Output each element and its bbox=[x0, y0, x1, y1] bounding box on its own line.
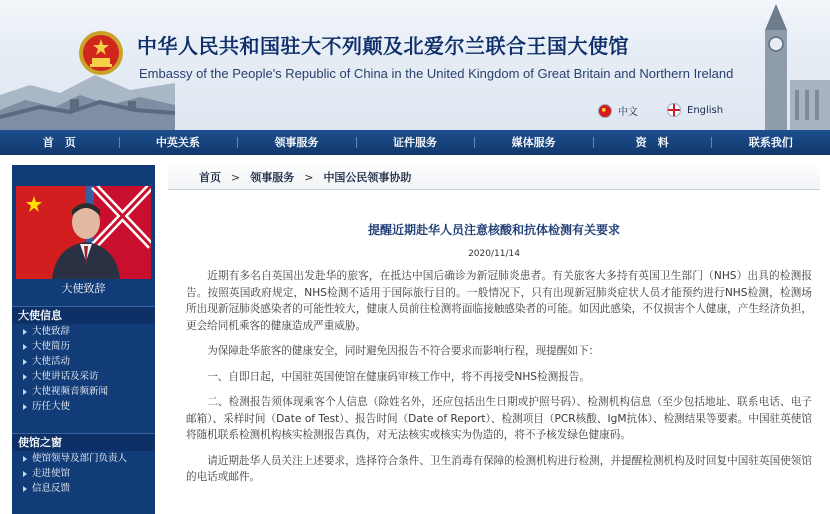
breadcrumb bbox=[168, 165, 820, 190]
sidebar-item-ambassador-media[interactable]: 大使视频音频新闻 bbox=[12, 384, 155, 399]
sidebar-section-title: 大使信息 bbox=[12, 306, 155, 324]
sidebar bbox=[12, 165, 155, 514]
national-emblem-icon bbox=[78, 30, 124, 76]
ambassador-portrait[interactable] bbox=[16, 186, 151, 279]
article-paragraph: 请近期赴华人员关注上述要求，选择符合条件、卫生消毒有保障的检测机构进行检测，并提醒检测机构及时回复中国驻英国使领馆的电话或邮件。 bbox=[186, 454, 812, 483]
main-content bbox=[168, 165, 820, 514]
breadcrumb-consular-services[interactable]: 领事服务 bbox=[250, 171, 295, 184]
nav-resources[interactable]: 资 料 bbox=[593, 130, 712, 155]
nav-document-services[interactable]: 证件服务 bbox=[356, 130, 475, 155]
nav-china-uk-relations[interactable]: 中英关系 bbox=[119, 130, 238, 155]
language-english-link[interactable] bbox=[667, 103, 723, 117]
article-body bbox=[186, 268, 812, 495]
article-date: 2020/11/14 bbox=[468, 249, 520, 259]
language-chinese-label: 中文 bbox=[618, 107, 638, 118]
sidebar-list bbox=[12, 324, 155, 414]
sidebar-item-ambassador-remarks[interactable]: 大使致辞 bbox=[12, 324, 155, 339]
nav-home[interactable]: 首 页 bbox=[42, 136, 76, 149]
main-nav bbox=[0, 130, 830, 155]
embassy-title-english: Embassy of the People's Republic of China in the United Kingdom of Great Britain and Northern Ireland bbox=[139, 66, 734, 81]
uk-flag-icon bbox=[667, 103, 681, 117]
article-title: 提醒近期赴华人员注意核酸和抗体检测有关要求 bbox=[367, 223, 620, 237]
language-chinese-link[interactable] bbox=[598, 103, 638, 118]
breadcrumb-home[interactable]: 首页 bbox=[199, 171, 221, 184]
sidebar-item-ambassador-speeches[interactable]: 大使讲话及采访 bbox=[12, 369, 155, 384]
sidebar-list bbox=[12, 451, 155, 496]
sidebar-item-former-ambassadors[interactable]: 历任大使 bbox=[12, 399, 155, 414]
big-ben-illustration bbox=[735, 0, 830, 130]
sidebar-item-embassy-leaders[interactable]: 使馆领导及部门负责人 bbox=[12, 451, 155, 466]
portrait-caption[interactable]: 大使致辞 bbox=[61, 282, 106, 295]
sidebar-section-ambassador bbox=[12, 306, 155, 414]
article-paragraph: 近期有多名自英国出发赴华的旅客，在抵达中国后确诊为新冠肺炎患者。有关旅客大多持有英国卫生部门（NHS）出具的检测报告。按照英国政府规定，NHS检测不适用于国际旅行目的。一般情况下，只有出现新冠肺炎症状人员才能预约进行NHS检测，检测场所出现新冠肺炎感染者的可能性较大，健康人员前往检测将面临接触感染者的可能。如因此感染，不仅损害个人健康，产生经济负担，更会给同机乘客的健康造成严重威胁。 bbox=[186, 270, 812, 332]
nav-media-services[interactable]: 媒体服务 bbox=[474, 130, 593, 155]
sidebar-item-ambassador-activities[interactable]: 大使活动 bbox=[12, 354, 155, 369]
sidebar-item-about-embassy[interactable]: 走进使馆 bbox=[12, 466, 155, 481]
china-flag-icon bbox=[598, 104, 612, 118]
nav-consular-services[interactable]: 领事服务 bbox=[237, 130, 356, 155]
article-paragraph: 二、检测报告须体现乘客个人信息（除姓名外，还应包括出生日期或护照号码）、检测机构信息（至少包括地址、联系电话、电子邮箱）、采样时间（Date of Test）、报告时间（Date of Report）、检测项目（PCR核酸、IgM抗体）、检测结果等要素。中国驻英使馆将随机联系检测机构核实检测报告真伪，对无法核实或核实为伪造的，将不予核发绿色健康码。 bbox=[186, 396, 812, 441]
nav-contact-us[interactable]: 联系我们 bbox=[711, 130, 830, 155]
breadcrumb-separator: > bbox=[231, 170, 241, 184]
article-paragraph: 一、自即日起，中国驻英国使馆在健康码审核工作中，将不再接受NHS检测报告。 bbox=[207, 370, 590, 383]
sidebar-section-embassy bbox=[12, 433, 155, 496]
sidebar-item-ambassador-bio[interactable]: 大使简历 bbox=[12, 339, 155, 354]
sidebar-item-feedback[interactable]: 信息反馈 bbox=[12, 481, 155, 496]
language-english-label: English bbox=[687, 104, 724, 116]
breadcrumb-consular-assistance[interactable]: 中国公民领事协助 bbox=[323, 171, 412, 184]
breadcrumb-separator: > bbox=[304, 170, 314, 184]
sidebar-section-title: 使馆之窗 bbox=[12, 433, 155, 451]
site-header bbox=[0, 0, 830, 130]
embassy-title-chinese: 中华人民共和国驻大不列颠及北爱尔兰联合王国大使馆 bbox=[137, 34, 629, 58]
article-paragraph: 为保障赴华旅客的健康安全，同时避免因报告不符合要求而影响行程，现提醒如下： bbox=[207, 345, 600, 357]
